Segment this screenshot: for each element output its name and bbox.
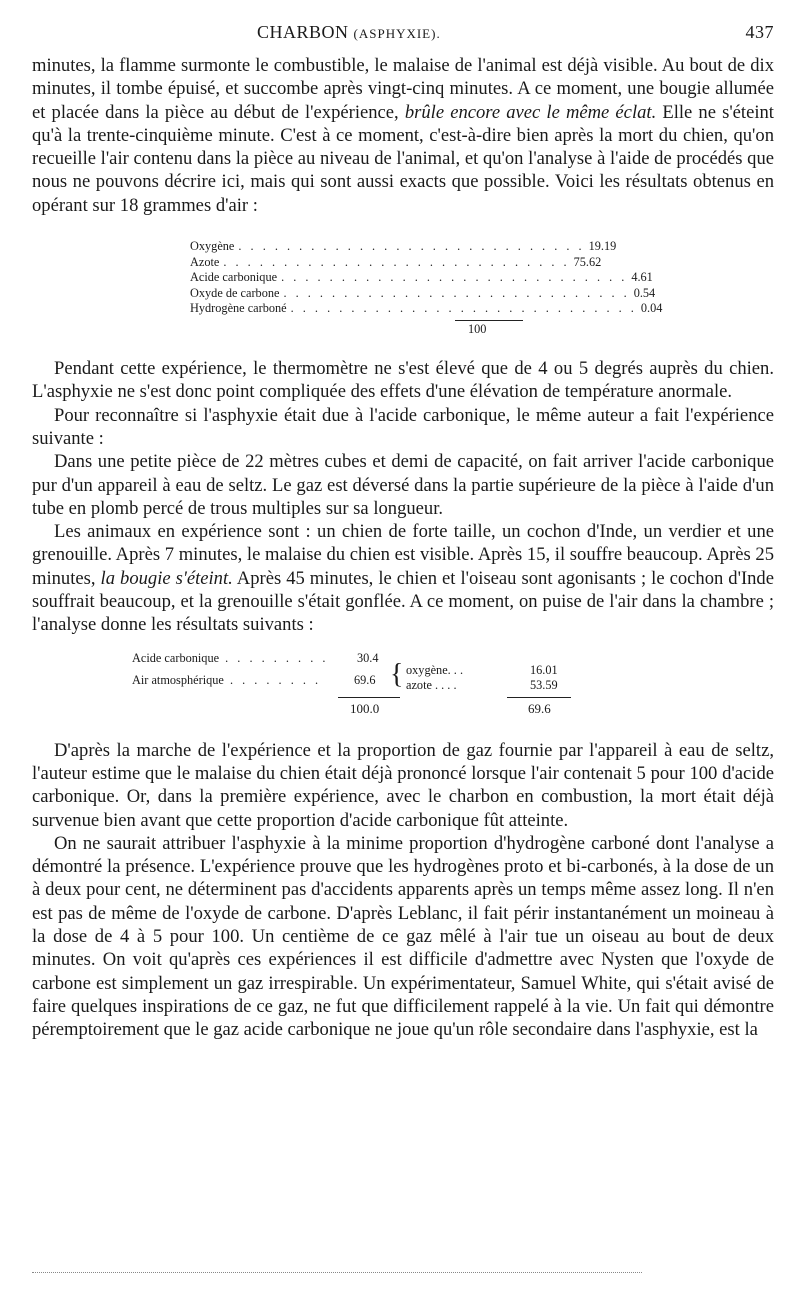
paragraph-1: minutes, la flamme surmonte le combustible, le malaise de l'animal est déjà visible. Au bout de dix minutes, il tombe épuisé, et succombe après vingt-cinq minutes. A ce moment, une bougie allumée et placée dans la pièce au début de l'expérience, brûle encore avec le même éclat. Elle ne s'éteint qu'à la trente-cinquième minute. C'est à ce moment, c'est-à-dire bien après la mort du chien, qu'on recueille l'air contenu dans la pièce au niveau de l'animal, et qu'on l'analyse à l'aide de procédés que nous ne pouvons décrire ici, mais qui sont aussi exacts que possible. Voici les résultats obtenus en opérant sur 18 grammes d'air : xyxy=(32,55,774,216)
table-cell: 30.4 xyxy=(357,650,379,665)
footer-rule xyxy=(32,1272,642,1273)
page-number: 437 xyxy=(745,22,774,42)
table-cell: 53.59 xyxy=(530,677,558,692)
book-page xyxy=(32,22,774,1042)
table-row-label: Air atmosphérique . . . . . . . . xyxy=(132,672,322,687)
table-total: 69.6 xyxy=(528,700,551,716)
table-total: 100 xyxy=(468,321,487,336)
table-row: Azote . . . . . . . . . . . . . . . . . . . . . . . . . . . . . 75.62 xyxy=(190,254,602,269)
paragraph-3: Pour reconnaître si l'asphyxie était due à l'acide carbonique, le même auteur a fait l'expérience suivante : xyxy=(32,404,774,449)
paragraph-2: Pendant cette expérience, le thermomètre ne s'est élevé que de 4 ou 5 degrés auprès du chien. L'asphyxie ne s'est donc point compliquée des effets d'une élévation de température anormale. xyxy=(32,358,774,403)
sum-rule xyxy=(338,697,400,698)
italic-phrase: brûle encore avec le même éclat. xyxy=(404,101,657,123)
analysis-table-2 xyxy=(132,651,774,733)
paragraph-4: Dans une petite pièce de 22 mètres cubes et demi de capacité, on fait arriver l'acide carbonique pur d'un appareil à eau de seltz. Le gaz est déversé dans la partie supérieure de la pièce à l'aide d'un tube en plomb percé de trous multiples sur sa longueur. xyxy=(32,451,774,519)
table-row: Hydrogène carboné . . . . . . . . . . . . . . . . . . . . . . . . . . . . . 0.04 xyxy=(190,301,663,316)
running-header xyxy=(32,22,774,54)
analysis-table-1 xyxy=(190,239,663,337)
paragraph-6: D'après la marche de l'expérience et la proportion de gaz fournie par l'appareil à eau de seltz, l'auteur estime que le malaise du chien était déjà prononcé lorsque l'air contenait 5 pour 100 d'acide carbonique. Or, dans la première expérience, avec le charbon en combustion, la mort était déjà survenue bien avant que cette proportion d'acide carbonique fût atteinte. xyxy=(32,739,774,831)
table-total: 100.0 xyxy=(350,700,380,716)
table-cell: 16.01 xyxy=(530,662,558,677)
table-cell: 69.6 xyxy=(354,672,376,687)
table-row: Acide carbonique . . . . . . . . . . . . . . . . . . . . . . . . . . . . . 4.61 xyxy=(190,270,653,285)
brace-symbol: { xyxy=(390,658,404,690)
sub-row-label: oxygène. . . xyxy=(406,662,464,677)
table-row: Oxygène . . . . . . . . . . . . . . . . . . . . . . . . . . . . . 19.19 xyxy=(190,239,617,254)
italic-phrase: la bougie s'éteint. xyxy=(100,567,233,589)
running-title: CHARBON (ASPHYXIE). xyxy=(257,22,441,42)
paragraph-7: On ne saurait attribuer l'asphyxie à la minime proportion d'hydrogène carboné dont l'analyse a démontré la présence. L'expérience prouve que les hydrogènes proto et bi-carbonés, à la dose de un à deux pour cent, ne déterminent pas d'accidents apparents après un temps même assez long. Il n'en est pas de même de l'oxyde de carbone. D'après Leblanc, il fait périr instantanément un moineau à la dose de 4 à 5 pour 100. Un centième de ce gaz mêlé à l'air tue un oiseau au bout de deux minutes. On voit qu'après ces expériences il est difficile d'admettre avec Nysten que l'oxyde de carbone est simplement un gaz irrespirable. Un expérimentateur, Samuel White, qui s'était avisé de faire quelques inspirations de ce gaz, ne fut que difficilement rappelé à la vie. Un fait qui démontre péremptoirement que le gaz acide carbonique ne joue qu'un rôle secondaire dans l'asphyxie, est la xyxy=(32,832,774,1041)
paragraph-5: Les animaux en expérience sont : un chien de forte taille, un cochon d'Inde, un verdier et une grenouille. Après 7 minutes, le malaise du chien est visible. Après 15, il souffre beaucoup. Après 25 minutes, la bougie s'éteint. Après 45 minutes, le chien et l'oiseau sont agonisants ; le cochon d'Inde souffrait beaucoup, et la grenouille s'était gonflée. A ce moment, on puise de l'air dans la chambre ; l'analyse donne les résultats suivants : xyxy=(32,521,774,636)
table-row: Oxyde de carbone . . . . . . . . . . . . . . . . . . . . . . . . . . . . . 0.54 xyxy=(190,285,656,300)
sum-rule xyxy=(455,320,523,321)
running-subtitle: (ASPHYXIE). xyxy=(353,26,441,41)
table-row-label: Acide carbonique . . . . . . . . . xyxy=(132,650,329,665)
sum-rule xyxy=(507,697,571,698)
sub-row-label: azote . . . . xyxy=(406,677,457,692)
